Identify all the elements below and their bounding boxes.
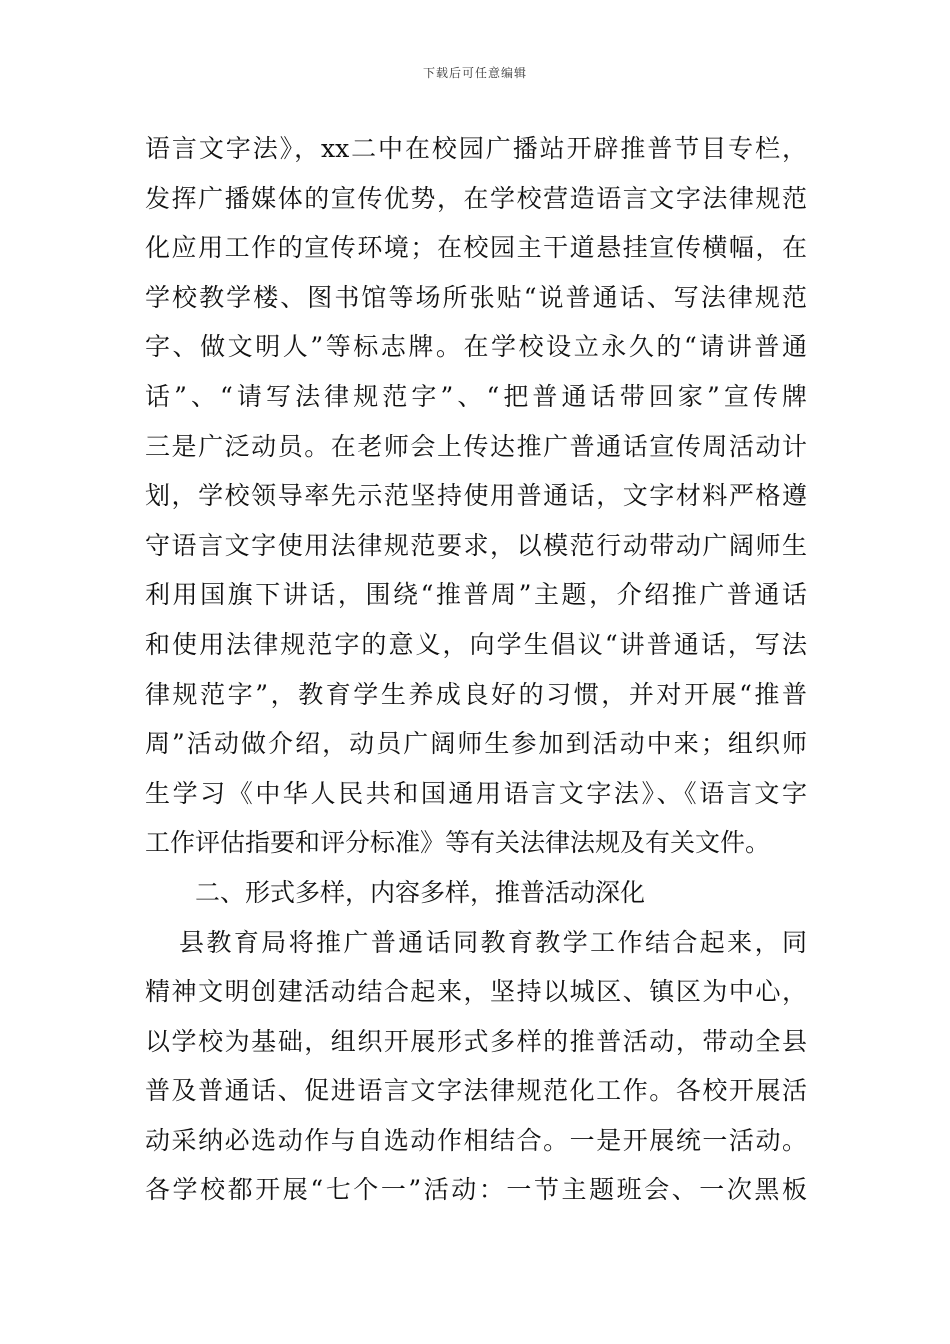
- text-line: 工作评估指要和评分标准》等有关法律法规及有关文件。: [145, 828, 771, 858]
- text-line: 语言文字法》，xx二中在校园广播站开辟推普节目专栏，: [145, 134, 807, 163]
- text-line: 周”活动做介绍，动员广阔师生参加到活动中来；组织师: [145, 729, 807, 759]
- text-line: 动采纳必选动作与自选动作相结合。一是开展统一活动。: [145, 1125, 807, 1155]
- text-line: 精神文明创建活动结合起来，坚持以城区、镇区为中心，: [145, 977, 807, 1007]
- text-line: 守语言文字使用法律规范要求，以模范行动带动广阔师生: [145, 530, 807, 560]
- text-line: 话”、“请写法律规范字”、“把普通话带回家”宣传牌: [145, 381, 807, 411]
- text-line: 和使用法律规范字的意义，向学生倡议“讲普通话，写法: [145, 629, 807, 659]
- document-body: [145, 124, 807, 1215]
- section-heading: 二、形式多样，内容多样，推普活动深化: [195, 877, 646, 907]
- text-line: 字、做文明人”等标志牌。在学校设立永久的“请讲普通: [145, 332, 807, 362]
- text-line: 各学校都开展“七个一”活动：一节主题班会、一次黑板: [145, 1175, 807, 1205]
- paragraph-first-line: 县教育局将推广普通话同教育教学工作结合起来，同: [179, 927, 807, 957]
- text-line: 普及普通话、促进语言文字法律规范化工作。各校开展活: [145, 1076, 807, 1106]
- text-line: 化应用工作的宣传环境；在校园主干道悬挂宣传横幅，在: [145, 233, 807, 263]
- text-line: 划，学校领导率先示范坚持使用普通话，文字材料严格遵: [145, 481, 807, 511]
- text-line: 以学校为基础，组织开展形式多样的推普活动，带动全县: [145, 1026, 807, 1056]
- text-line: 三是广泛动员。在老师会上传达推广普通话宣传周活动计: [145, 431, 807, 461]
- text-line: 生学习《中华人民共和国通用语言文字法》、《语言文字: [145, 778, 807, 808]
- page-header: 下载后可任意编辑: [422, 66, 527, 80]
- text-line: 学校教学楼、图书馆等场所张贴“说普通话、写法律规范: [145, 282, 807, 312]
- text-line: 发挥广播媒体的宣传优势，在学校营造语言文字法律规范: [145, 183, 807, 213]
- text-line: 利用国旗下讲话，围绕“推普周”主题，介绍推广普通话: [145, 580, 807, 610]
- text-line: 律规范字”，教育学生养成良好的习惯，并对开展“推普: [145, 679, 807, 709]
